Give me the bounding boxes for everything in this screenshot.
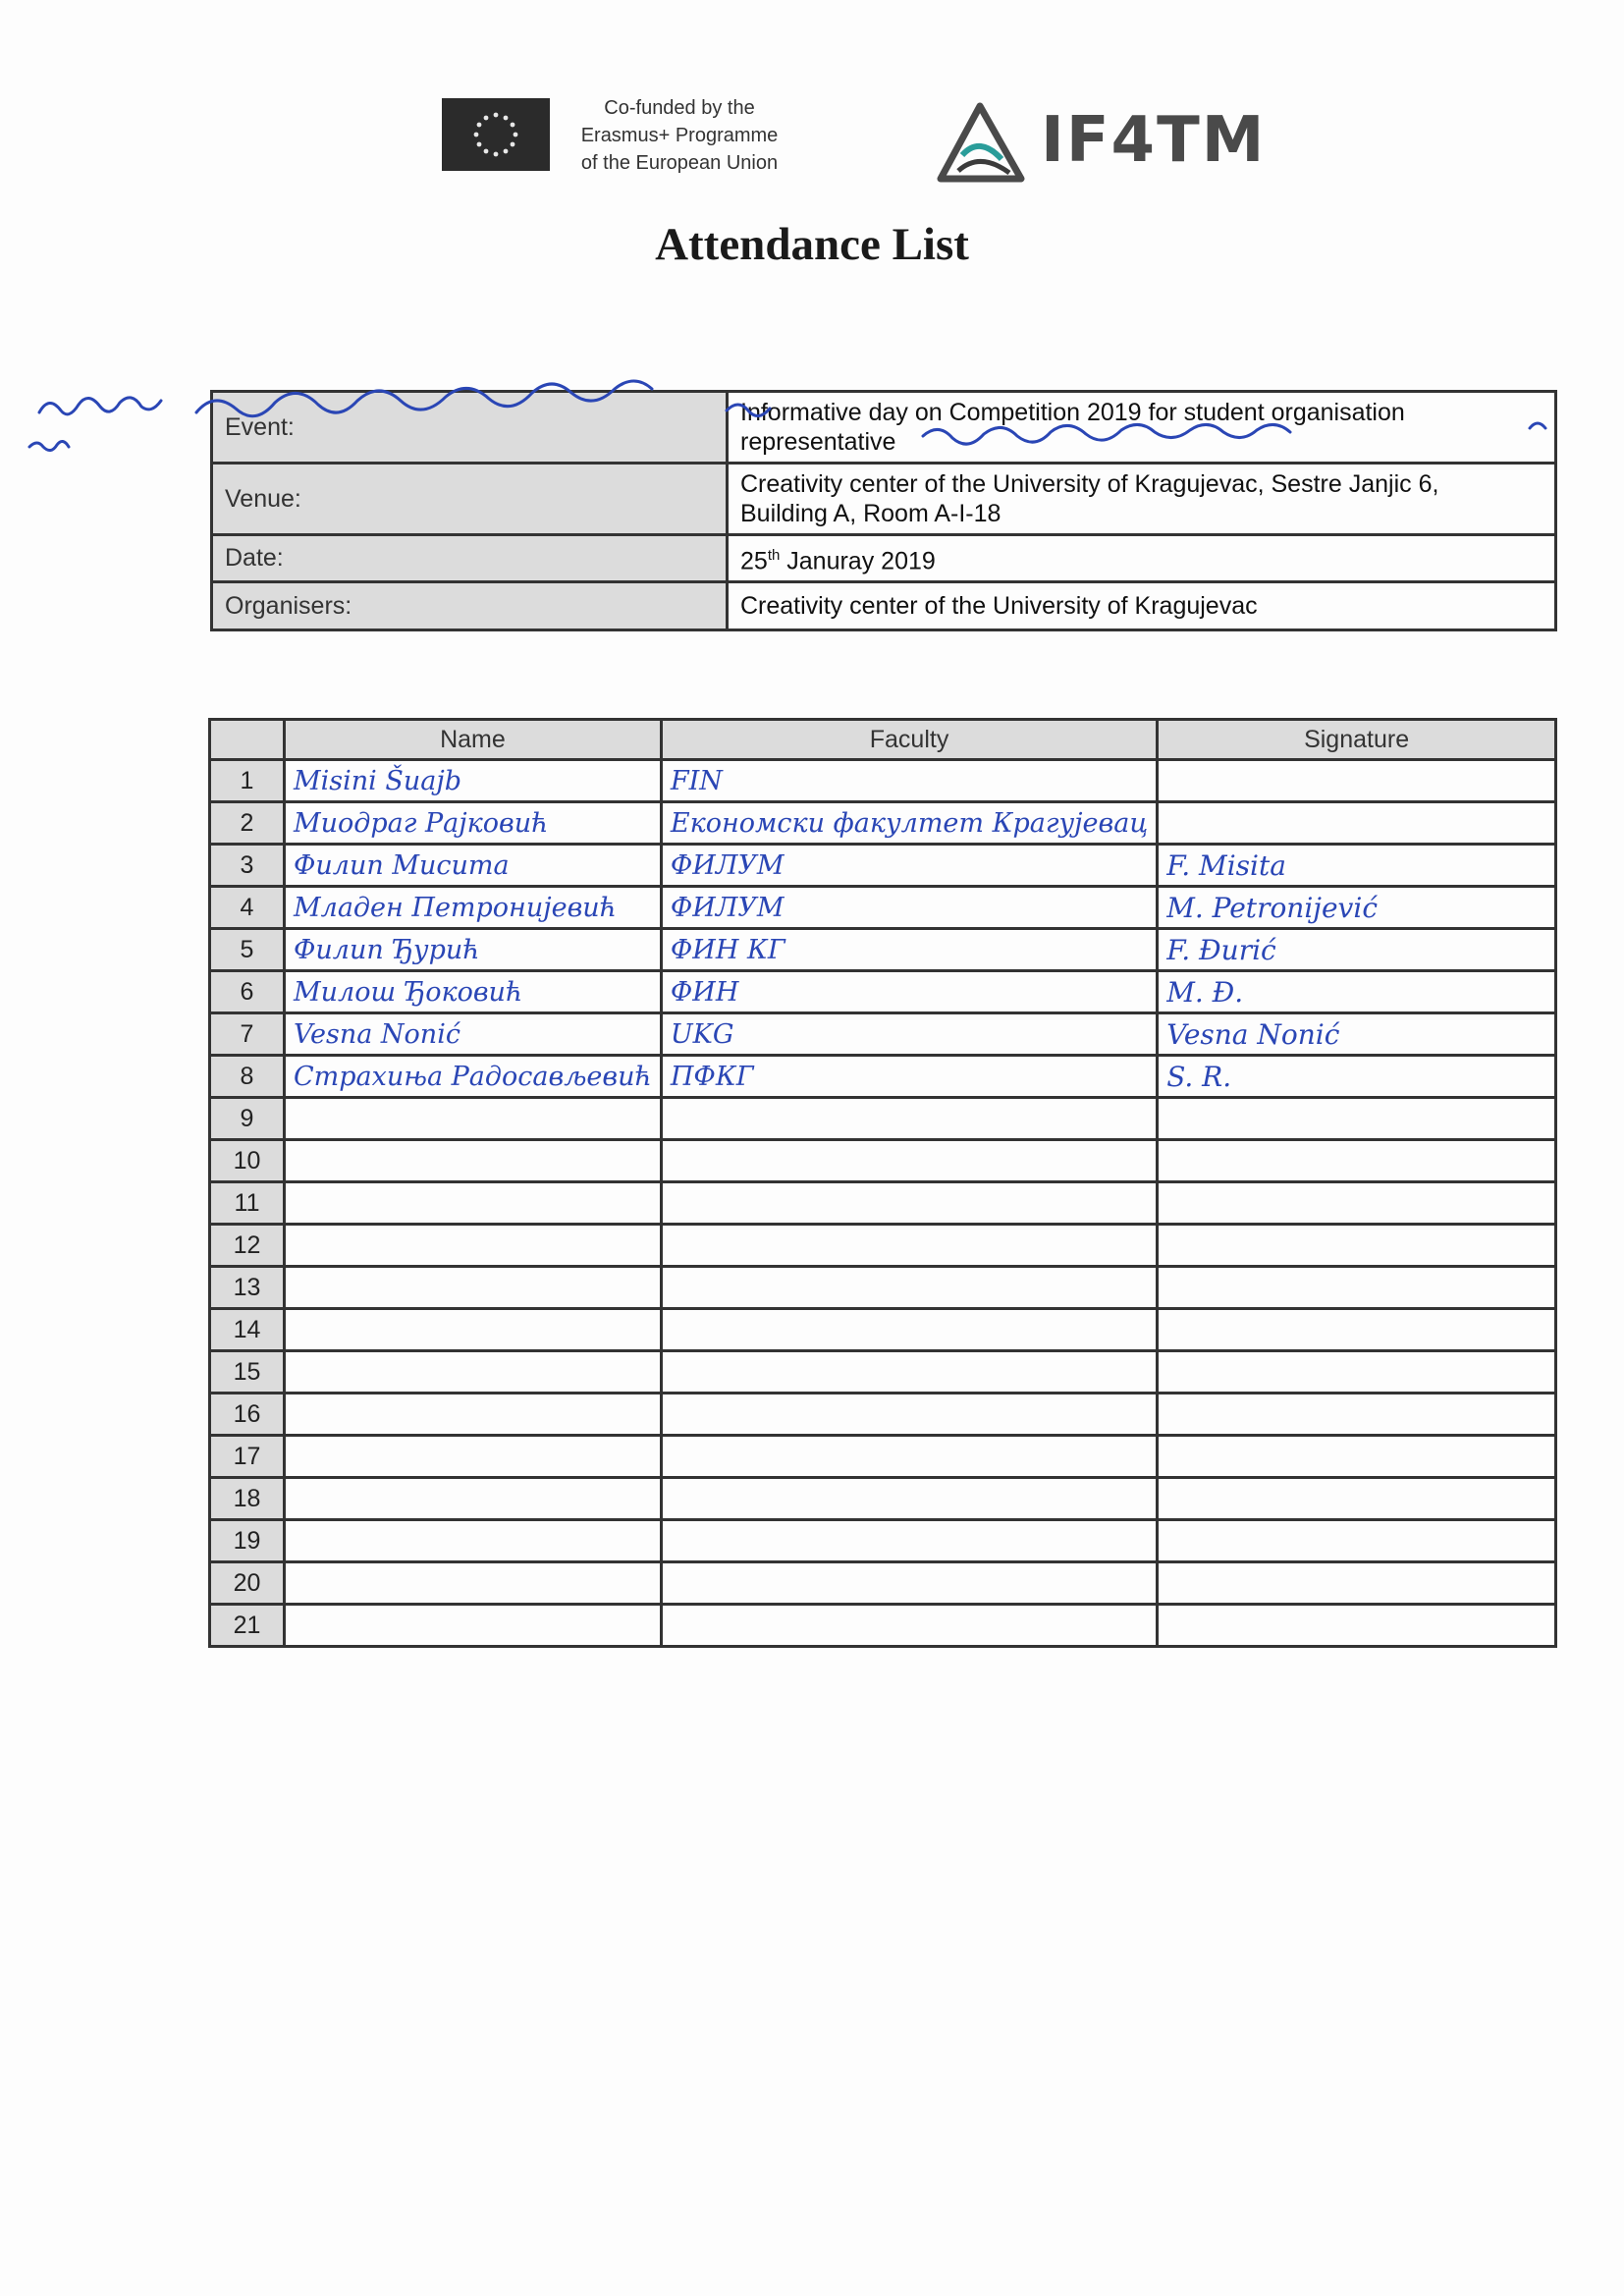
row-number: 20	[210, 1562, 285, 1605]
row-number: 4	[210, 887, 285, 929]
attendee-faculty	[661, 1478, 1157, 1520]
row-number: 6	[210, 971, 285, 1013]
attendee-name	[285, 1562, 662, 1605]
attendance-table	[208, 718, 1557, 1648]
attendee-signature: Vesna Nonić	[1158, 1013, 1556, 1056]
attendee-name	[285, 1478, 662, 1520]
attendee-name	[285, 1436, 662, 1478]
table-row	[210, 1605, 1556, 1647]
if4tm-wordmark: IF4TM	[1041, 104, 1267, 177]
attendee-faculty	[661, 1436, 1157, 1478]
eu-flag-logo	[442, 98, 550, 171]
date-rest: Januray 2019	[780, 547, 936, 575]
attendee-name: Филип Мисита	[285, 845, 662, 887]
organisers-row	[212, 582, 1556, 630]
attendee-name	[285, 1520, 662, 1562]
attendee-faculty: ФИН КГ	[661, 929, 1157, 971]
venue-label: Venue:	[212, 464, 728, 535]
attendee-faculty: FIN	[661, 760, 1157, 802]
table-row	[210, 971, 1556, 1013]
attendee-signature	[1158, 1267, 1556, 1309]
attendee-faculty: UKG	[661, 1013, 1157, 1056]
table-row	[210, 1309, 1556, 1351]
attendee-signature	[1158, 1182, 1556, 1225]
attendance-header-row	[210, 720, 1556, 760]
venue-value	[728, 464, 1556, 535]
if4tm-triangle-icon	[933, 100, 1031, 189]
row-number: 12	[210, 1225, 285, 1267]
row-number: 10	[210, 1140, 285, 1182]
page-title: Attendance List	[655, 219, 969, 270]
attendee-faculty	[661, 1605, 1157, 1647]
table-row	[210, 1394, 1556, 1436]
attendee-signature	[1158, 1225, 1556, 1267]
attendee-signature	[1158, 1436, 1556, 1478]
attendee-signature	[1158, 1140, 1556, 1182]
venue-row	[212, 464, 1556, 535]
row-number: 19	[210, 1520, 285, 1562]
attendee-signature	[1158, 802, 1556, 845]
row-number: 15	[210, 1351, 285, 1394]
date-row	[212, 535, 1556, 582]
table-row	[210, 1098, 1556, 1140]
row-number: 18	[210, 1478, 285, 1520]
row-number: 14	[210, 1309, 285, 1351]
attendee-name: Misini Šuajb	[285, 760, 662, 802]
venue-line-1: Creativity center of the University of Kragujevac, Sestre Janjic 6,	[740, 470, 1439, 498]
row-number: 11	[210, 1182, 285, 1225]
attendee-faculty: ФИЛУМ	[661, 887, 1157, 929]
eu-text-line: Co-funded by the	[604, 97, 755, 119]
table-row	[210, 1267, 1556, 1309]
attendee-name	[285, 1182, 662, 1225]
attendee-faculty	[661, 1520, 1157, 1562]
date-suffix: th	[767, 546, 781, 564]
attendee-faculty: Економски факултет Крагујевац	[661, 802, 1157, 845]
attendee-name: Милош Ђоковић	[285, 971, 662, 1013]
row-number: 13	[210, 1267, 285, 1309]
document-header	[442, 94, 1267, 183]
date-day: 25	[740, 547, 768, 575]
row-number: 16	[210, 1394, 285, 1436]
attendee-signature: M. Đ.	[1158, 971, 1556, 1013]
date-label: Date:	[212, 535, 728, 582]
table-row	[210, 760, 1556, 802]
table-row	[210, 1520, 1556, 1562]
attendee-signature	[1158, 1605, 1556, 1647]
table-row	[210, 1013, 1556, 1056]
attendee-faculty	[661, 1267, 1157, 1309]
header-faculty: Faculty	[661, 720, 1157, 760]
attendee-faculty	[661, 1225, 1157, 1267]
row-number: 5	[210, 929, 285, 971]
attendee-name	[285, 1351, 662, 1394]
eu-text-line: Erasmus+ Programme	[580, 125, 779, 146]
organisers-label: Organisers:	[212, 582, 728, 630]
table-row	[210, 1182, 1556, 1225]
row-number: 3	[210, 845, 285, 887]
row-number: 1	[210, 760, 285, 802]
table-row	[210, 1351, 1556, 1394]
attendee-signature	[1158, 1098, 1556, 1140]
attendee-faculty	[661, 1140, 1157, 1182]
eu-text-line: of the European Union	[580, 152, 779, 174]
table-row	[210, 1140, 1556, 1182]
table-row	[210, 802, 1556, 845]
attendee-name	[285, 1225, 662, 1267]
row-number: 21	[210, 1605, 285, 1647]
attendance-rows	[210, 760, 1556, 1647]
date-value	[728, 535, 1556, 582]
erasmus-cofunded-text	[562, 94, 797, 177]
attendee-name: Младен Петронијевић	[285, 887, 662, 929]
attendee-faculty	[661, 1309, 1157, 1351]
table-row	[210, 845, 1556, 887]
header-name: Name	[285, 720, 662, 760]
table-row	[210, 929, 1556, 971]
table-row	[210, 1478, 1556, 1520]
attendee-name: Vesna Nonić	[285, 1013, 662, 1056]
attendee-faculty: ФИН	[661, 971, 1157, 1013]
header-number	[210, 720, 285, 760]
attendee-faculty	[661, 1182, 1157, 1225]
attendee-signature	[1158, 1351, 1556, 1394]
attendee-faculty	[661, 1098, 1157, 1140]
if4tm-logo	[933, 100, 1267, 185]
attendee-faculty	[661, 1351, 1157, 1394]
venue-line-2: Building A, Room A-I-18	[740, 500, 1001, 527]
attendee-signature: S. R.	[1158, 1056, 1556, 1098]
attendee-signature: M. Petronijević	[1158, 887, 1556, 929]
attendee-name: Миодраг Рајковић	[285, 802, 662, 845]
table-row	[210, 1436, 1556, 1478]
row-number: 7	[210, 1013, 285, 1056]
table-row	[210, 887, 1556, 929]
attendee-signature: F. Misita	[1158, 845, 1556, 887]
attendee-signature	[1158, 1478, 1556, 1520]
row-number: 17	[210, 1436, 285, 1478]
table-row	[210, 1562, 1556, 1605]
row-number: 8	[210, 1056, 285, 1098]
table-row	[210, 1056, 1556, 1098]
event-info-table	[210, 390, 1557, 631]
attendee-name	[285, 1605, 662, 1647]
attendee-signature	[1158, 1394, 1556, 1436]
attendee-signature	[1158, 1520, 1556, 1562]
attendee-faculty	[661, 1562, 1157, 1605]
header-signature: Signature	[1158, 720, 1556, 760]
event-row	[212, 392, 1556, 464]
organisers-value: Creativity center of the University of Kragujevac	[728, 582, 1556, 630]
attendee-faculty: ФИЛУМ	[661, 845, 1157, 887]
attendee-name	[285, 1140, 662, 1182]
attendee-faculty: ПФКГ	[661, 1056, 1157, 1098]
attendee-name	[285, 1098, 662, 1140]
attendee-name	[285, 1394, 662, 1436]
table-row	[210, 1225, 1556, 1267]
attendee-name	[285, 1309, 662, 1351]
attendee-signature	[1158, 1309, 1556, 1351]
row-number: 2	[210, 802, 285, 845]
attendee-signature	[1158, 1562, 1556, 1605]
attendee-name	[285, 1267, 662, 1309]
attendee-name: Страхиња Радосављевић	[285, 1056, 662, 1098]
event-value: Informative day on Competition 2019 for student organisation representative	[728, 392, 1556, 464]
attendee-faculty	[661, 1394, 1157, 1436]
attendee-signature	[1158, 760, 1556, 802]
event-label: Event:	[212, 392, 728, 464]
attendee-name: Филип Ђурић	[285, 929, 662, 971]
row-number: 9	[210, 1098, 285, 1140]
attendee-signature: F. Đurić	[1158, 929, 1556, 971]
